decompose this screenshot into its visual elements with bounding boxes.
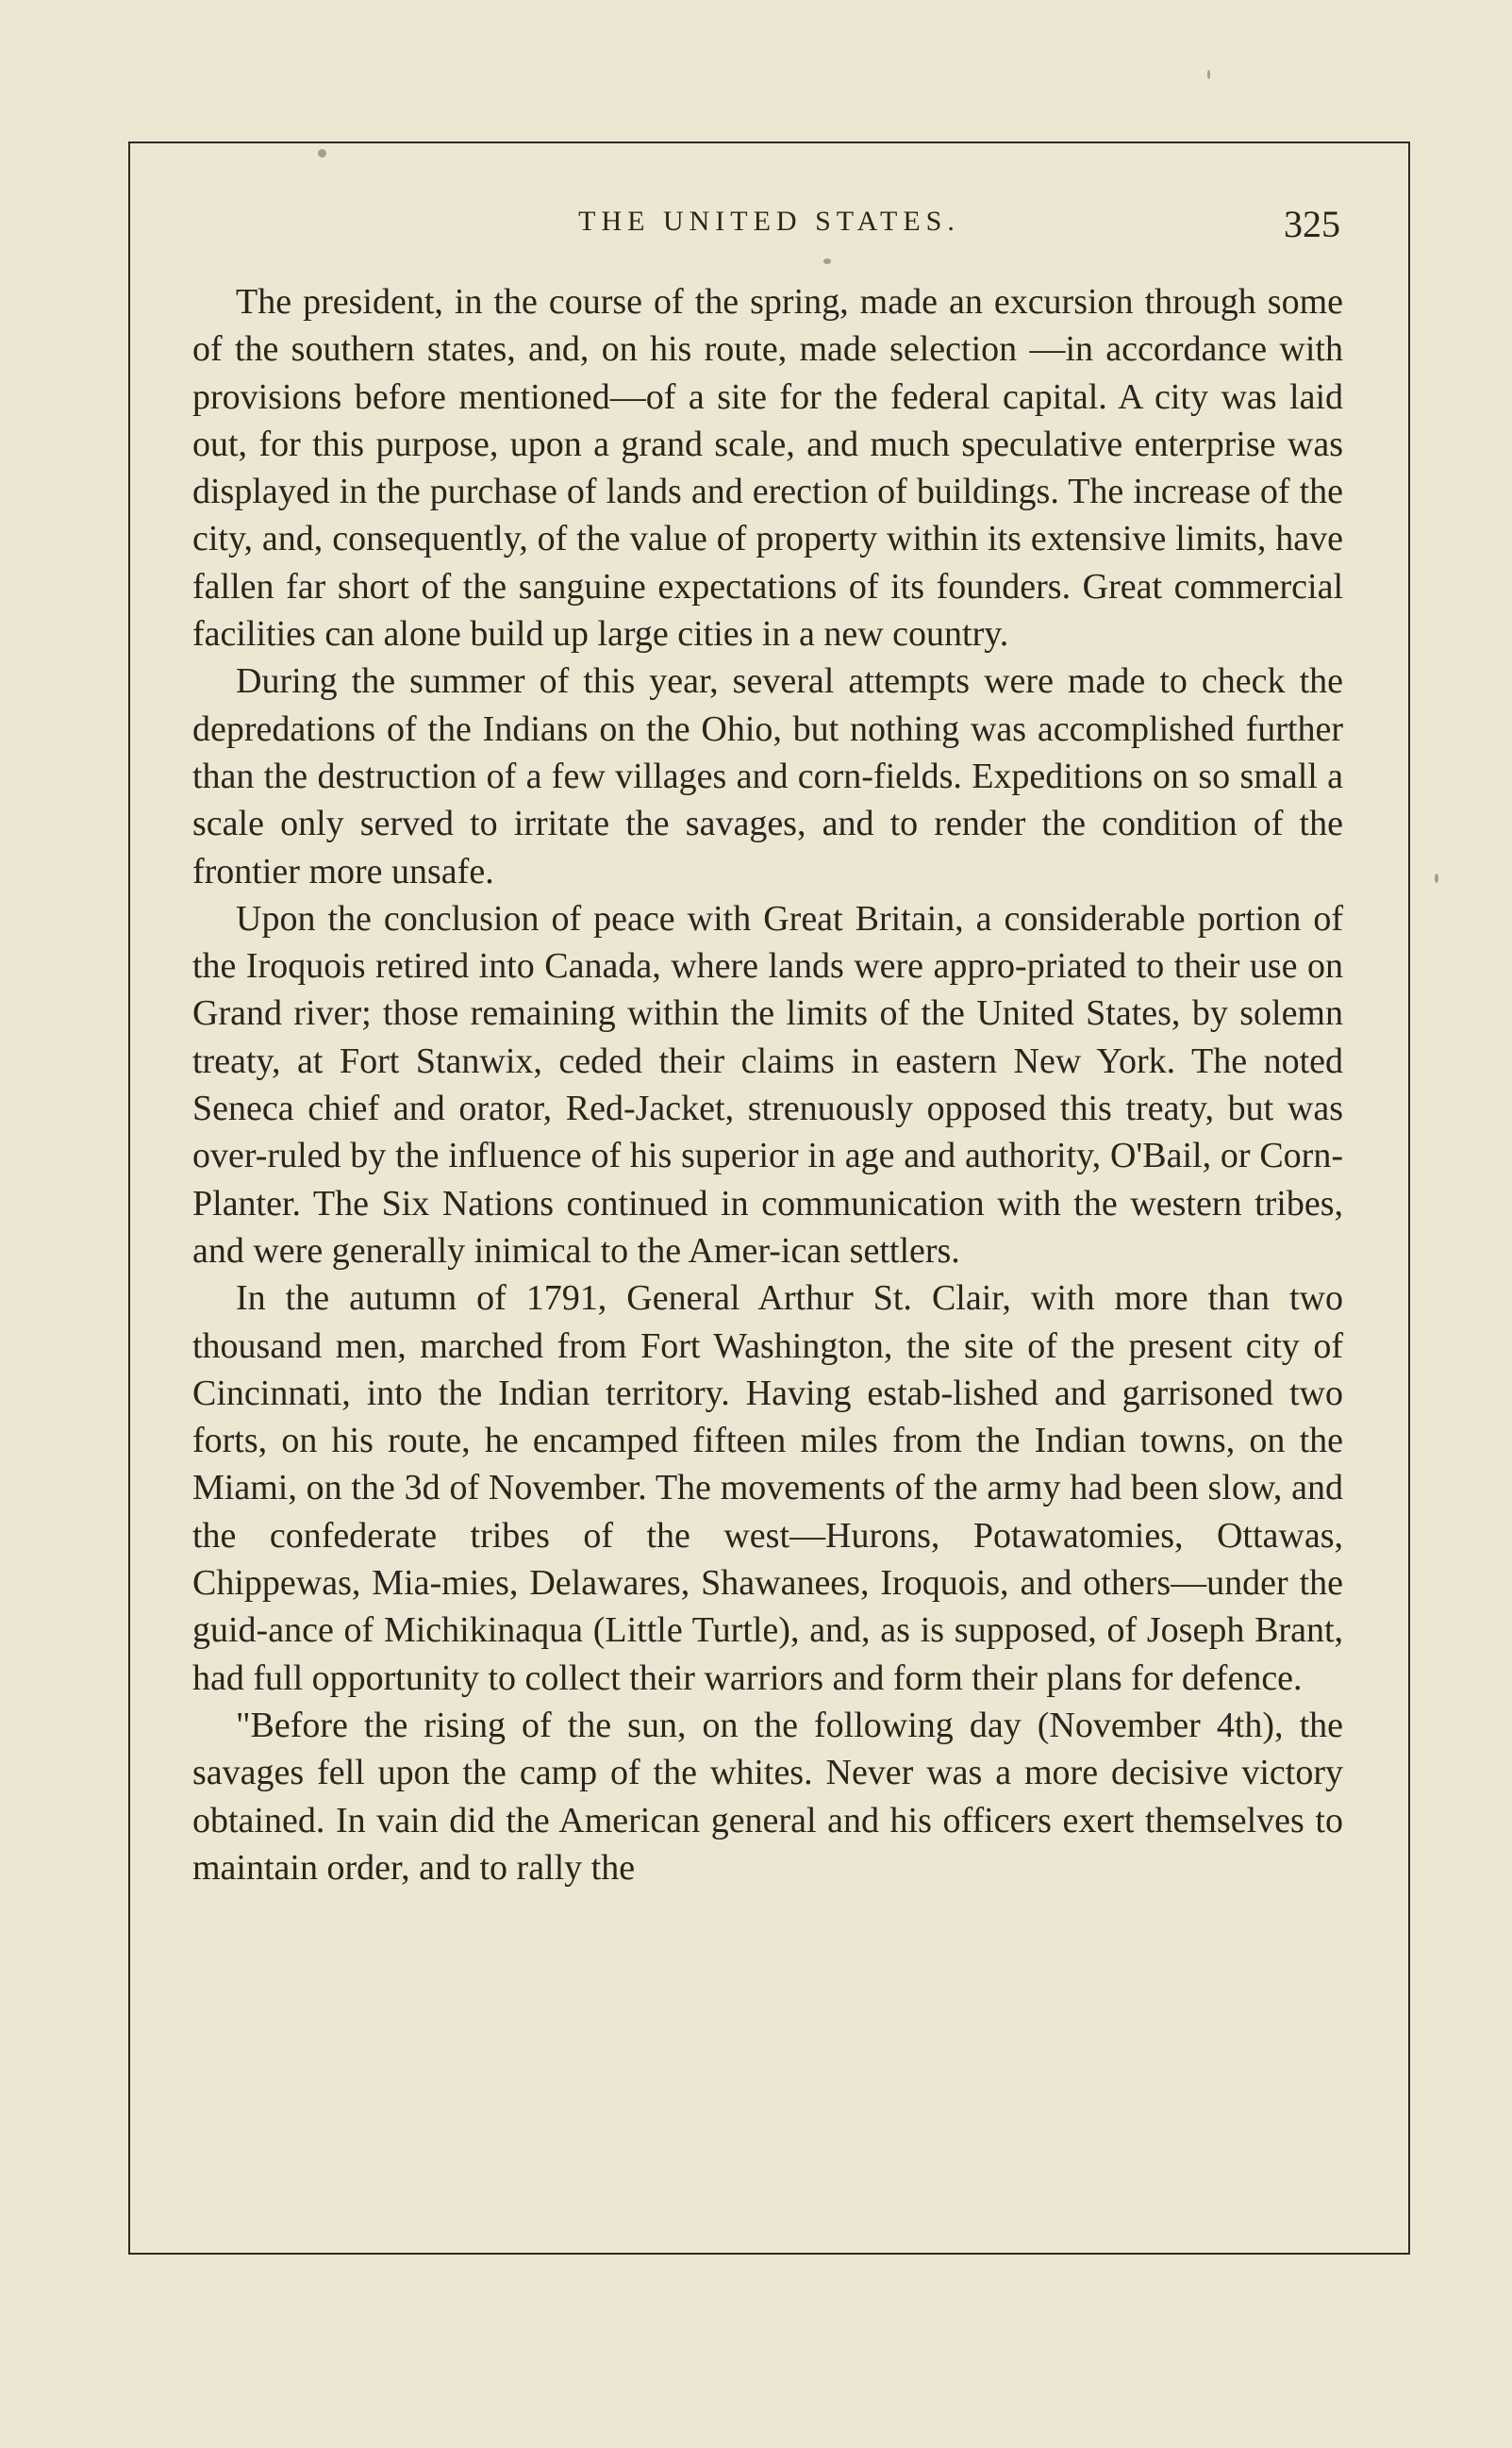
paragraph-iroquois-treaty: Upon the conclusion of peace with Great Britain, a considerable portion of the Iroquois retired into Canada, where lands were appro-priated to their use on Grand river; those remaining within the limits of the United States, by solemn treaty, at Fort Stanwix, ceded their claims in eastern New York. The noted Seneca chief and orator, Red-Jacket, strenuously opposed this treaty, but was over-ruled by the influence of his superior in age and authority, O'Bail, or Corn-Planter. The Six Nations continued in communication with the western tribes, and were generally inimical to the Amer-ican settlers.	[192, 898, 1343, 1271]
page-number: 325	[1284, 203, 1340, 245]
running-title: THE UNITED STATES.	[578, 206, 960, 237]
running-head	[128, 203, 1410, 245]
paragraph-capital-site: The president, in the course of the spring, made an excursion through some of the southern states, and, on his route, made selection —in accordance with provisions before mentioned—of a site for the federal capital. A city was laid out, for this purpose, upon a grand scale, and much speculative enterprise was displayed in the purchase of lands and erection of buildings. The increase of the city, and, consequently, of the value of property within its extensive limits, have fallen far short of the sanguine expectations of its founders. Great commercial facilities can alone build up large cities in a new country.	[192, 282, 1343, 655]
paragraph-ohio-expeditions: During the summer of this year, several attempts were made to check the depredations of the Indians on the Ohio, but nothing was accomplished further than the destruction of a few villages and corn-fields. Expeditions on so small a scale only served to irritate the savages, and to render the condition of the frontier more unsafe.	[192, 661, 1343, 891]
scan-speck	[1435, 874, 1438, 883]
scan-speck	[1207, 70, 1210, 79]
paragraph-battle-quote: "Before the rising of the sun, on the following day (November 4th), the savages fell upon the camp of the whites. Never was a more decisive victory obtained. In vain did the American general and his officers exert themselves to maintain order, and to rally the	[192, 1705, 1343, 1888]
paragraph-st-clair-march: In the autumn of 1791, General Arthur St. Clair, with more than two thousand men, marched from Fort Washington, the site of the present city of Cincinnati, into the Indian territory. Having estab-lished and garrisoned two forts, on his route, he encamped fifteen miles from the Indian towns, on the Miami, on the 3d of November. The movements of the army had been slow, and the confederate tribes of the west—Hurons, Potawatomies, Ottawas, Chippewas, Mia-mies, Delawares, Shawanees, Iroquois, and others—under the guid-ance of Michikinaqua (Little Turtle), and, as is supposed, of Joseph Brant, had full opportunity to collect their warriors and form their plans for defence.	[192, 1278, 1343, 1698]
body-text	[192, 278, 1343, 1891]
